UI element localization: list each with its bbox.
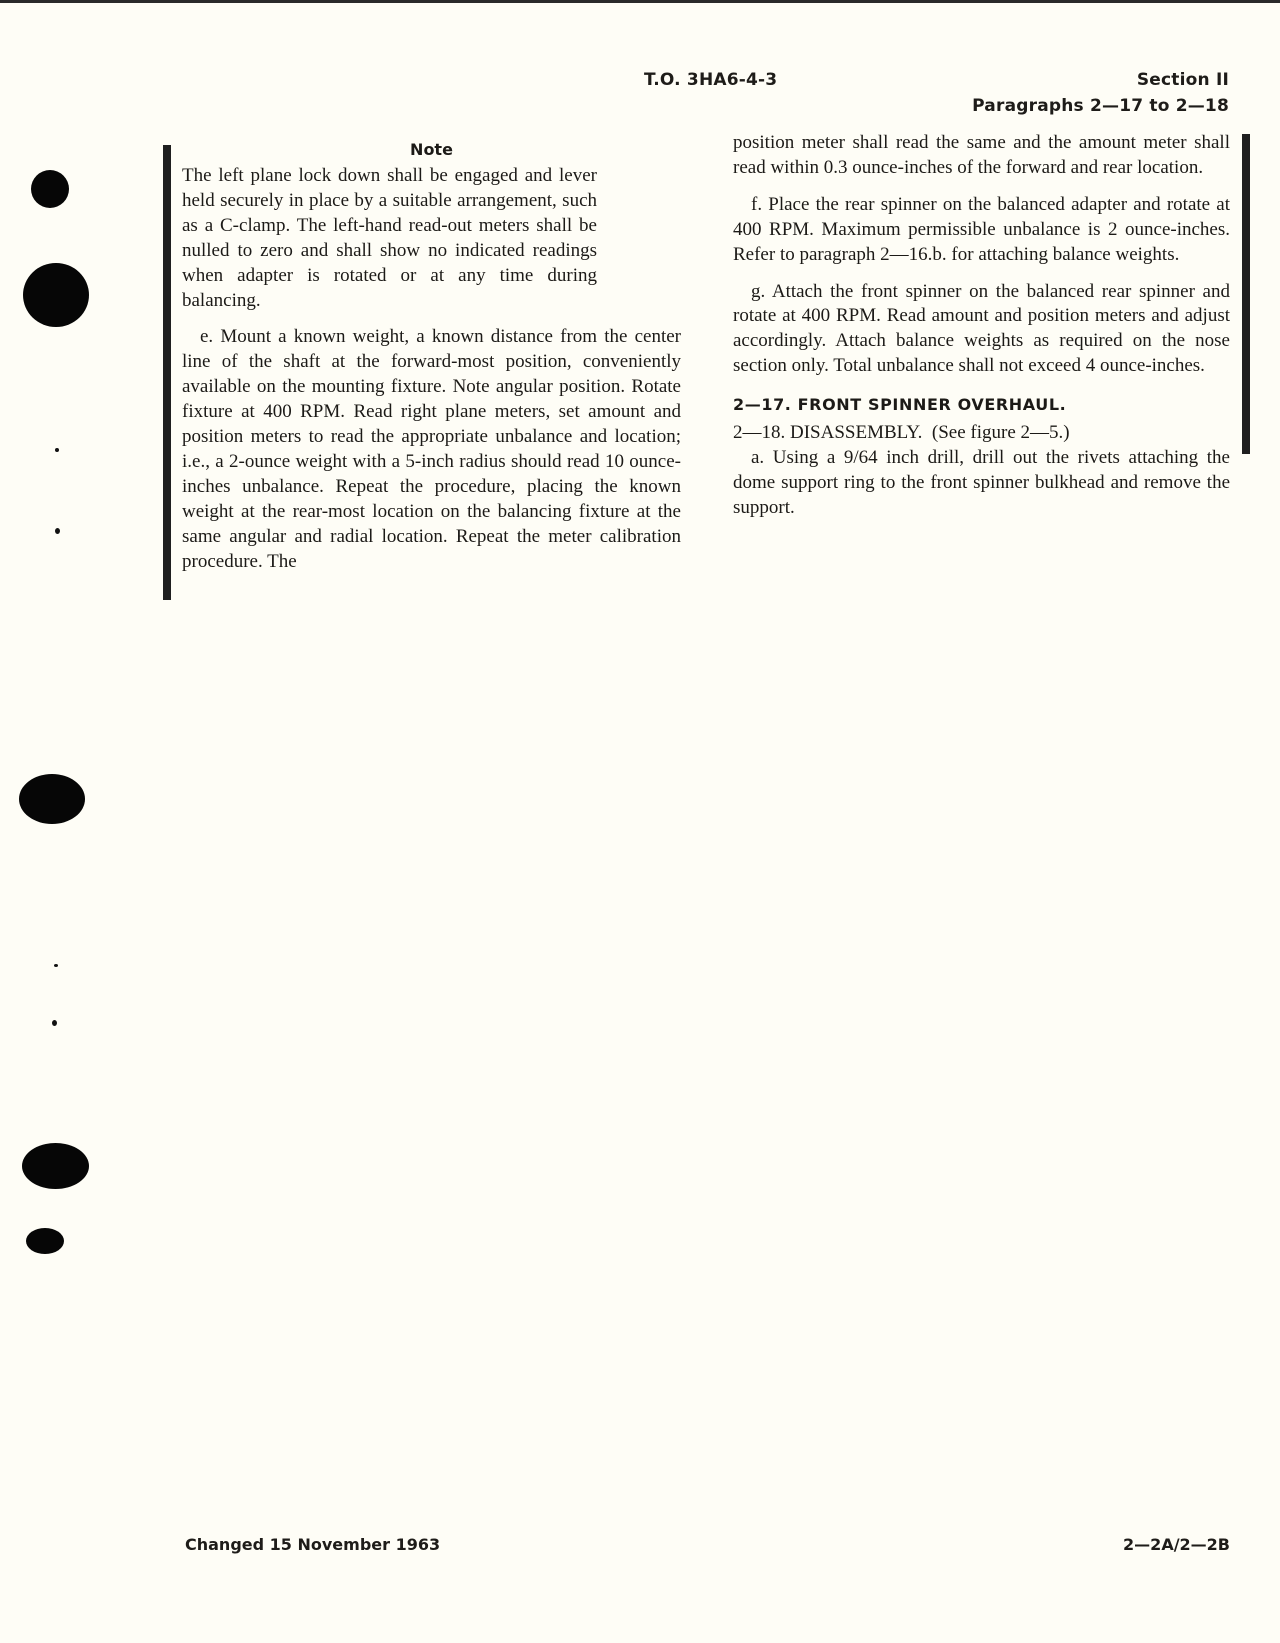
binder-hole <box>31 170 69 208</box>
paper-speck <box>55 448 59 452</box>
change-date: Changed 15 November 1963 <box>185 1535 441 1554</box>
paper-speck <box>52 1020 57 1026</box>
binder-hole <box>23 263 89 327</box>
paper-speck <box>54 964 58 967</box>
page-top-edge <box>0 0 1280 3</box>
paragraph-a: a. Using a 9/64 inch drill, drill out the rivets attaching the dome support ring to the front spinner bulkhead and remove the support. <box>733 447 1230 518</box>
paragraph-e: e. Mount a known weight, a known distance from the center line of the shaft at the forward-most position, conveniently available on the mounting fixture. Note angular position. Rotate fixture at 400 RPM. Read right plane meters, set amount and position meters to read the appropriate unbalance and location; i.e., a 2-ounce weight with a 5-inch radius should read 10 ounce-inches unbalance. Repeat the procedure, placing the known weight at the rear-most location on the balancing fixture at the same angular and radial location. Repeat the meter calibration procedure. The <box>182 326 681 572</box>
section-label: Section II <box>1136 70 1229 90</box>
heading-2-18: 2—18. DISASSEMBLY. (See figure 2—5.) <box>733 422 1070 444</box>
paragraph-f: f. Place the rear spinner on the balanced adapter and rotate at 400 RPM. Maximum permissible unbalance is 2 ounce-inches. Refer to paragraph 2—16.b. for attaching balance weights. <box>733 193 1230 265</box>
binder-hole <box>19 774 85 824</box>
right-change-bar <box>1242 134 1250 454</box>
paragraph-range: Paragraphs 2—17 to 2—18 <box>972 96 1229 116</box>
note-text: The left plane lock down shall be engaged and lever held securely in place by a suitable arrangement, such as a C-clamp. The left-hand read-out meters shall be nulled to zero and shall show no indicated readings when adapter is rotated or at any time during balancing. <box>182 165 597 311</box>
page-number: 2—2A/2—2B <box>1123 1535 1230 1554</box>
left-change-bar <box>163 145 171 600</box>
paper-speck <box>55 528 60 534</box>
binder-hole <box>26 1228 64 1254</box>
paragraph-g: g. Attach the front spinner on the balanced rear spinner and rotate at 400 RPM. Read amount and position meters and adjust accordingly. Attach balance weights as required on the nose section only. Total unbalance shall not exceed 4 ounce-inches. <box>733 280 1230 377</box>
left-column <box>182 140 681 575</box>
paragraph-e-continued: position meter shall read the same and the amount meter shall read within 0.3 ounce-inches of the forward and rear location. <box>733 132 1230 178</box>
document-number: T.O. 3HA6-4-3 <box>644 70 778 90</box>
binder-hole <box>22 1143 89 1189</box>
heading-2-17: 2—17. FRONT SPINNER OVERHAUL. <box>733 395 1067 415</box>
right-column <box>733 131 1230 521</box>
note-title: Note <box>410 140 453 159</box>
